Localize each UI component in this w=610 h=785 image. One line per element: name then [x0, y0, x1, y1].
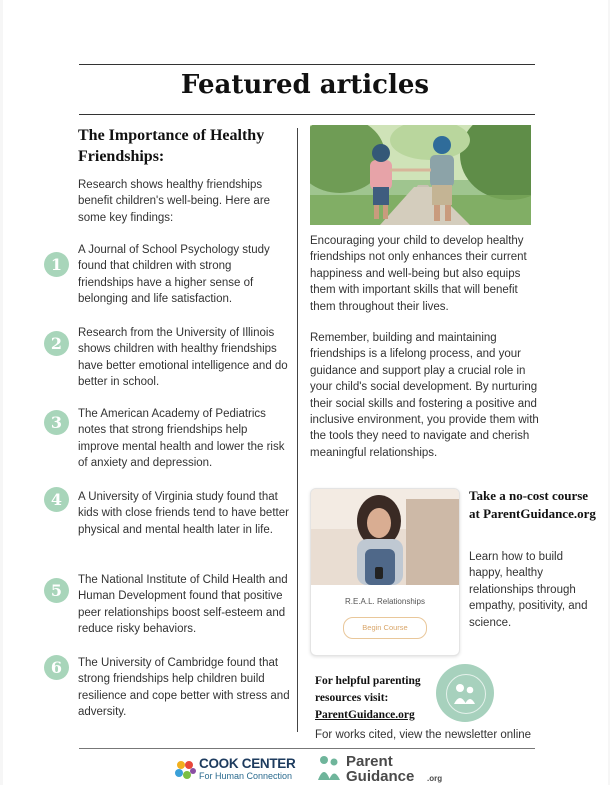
- resources-text: For helpful parenting resources visit:: [315, 675, 421, 704]
- finding-6: The University of Cambridge found that strong friendships help children build resilience and cope better with stress and adversity.: [78, 657, 290, 719]
- top-rule: [79, 64, 535, 65]
- finding-2: Research from the University of Illinois shows children with healthy friendships have better emotional intelligence and do better in school.: [78, 327, 288, 389]
- children-walking-photo: [310, 125, 531, 225]
- works-cited-note: For works cited, view the newsletter online: [315, 729, 532, 741]
- course-card[interactable]: [310, 488, 460, 656]
- resources-link[interactable]: ParentGuidance.org: [315, 709, 415, 721]
- resources-callout: [315, 673, 440, 724]
- finding-5: The National Institute of Child Health and Human Development found that positive peer relationships boost self-esteem and reduce risky behaviors.: [78, 574, 288, 636]
- number-badge-4: 4: [44, 487, 69, 512]
- number-badge-3: 3: [44, 410, 69, 435]
- number-badge-6: 6: [44, 655, 69, 680]
- parent-guidance-suffix: .org: [427, 774, 443, 783]
- cook-center-tagline: For Human Connection: [199, 771, 293, 781]
- intro-text: Research shows healthy friendships benefit children's well-being. Here are some key findings:: [78, 179, 271, 224]
- footer-rule: [79, 748, 535, 749]
- finding-4: A University of Virginia study found that kids with close friends tend to have better physical and mental health later in life.: [78, 491, 289, 536]
- course-description: Learn how to build happy, healthy relationships through empathy, positivity, and science.: [469, 551, 588, 629]
- page-title: Featured articles: [180, 70, 430, 100]
- finding-1: A Journal of School Psychology study found that children with strong friendships have a higher sense of belonging and life satisfaction.: [78, 244, 270, 306]
- guidance-paragraph: Remember, building and maintaining friendships is a lifelong process, and your guidance and support play a crucial role in your child's social development. By nurturing their social skills and fostering a positive and inclusive environment, you provide them with the tools they need to navigate and cherish meaningful relationships.: [310, 332, 539, 459]
- parent-guidance-word2: Guidance: [346, 768, 415, 785]
- article-heading: The Importance of Healthy Friendships:: [78, 127, 265, 165]
- number-badge-5: 5: [44, 578, 69, 603]
- finding-3: The American Academy of Pediatrics notes that strong friendships help improve mental health and lower the risk of anxiety and depression.: [78, 408, 285, 470]
- number-badge-2: 2: [44, 331, 69, 356]
- encouragement-paragraph: Encouraging your child to develop healthy friendships not only enhances their current happiness and well-being but also equips them with important skills that will benefit them throughout their lives.: [310, 235, 527, 313]
- number-badge-1: 1: [44, 252, 69, 277]
- course-heading: Take a no-cost course at ParentGuidance.org: [469, 488, 596, 521]
- parent-guidance-word1: Parent: [346, 753, 393, 770]
- column-divider: [297, 128, 298, 732]
- title-rule: [79, 114, 535, 115]
- girl-on-phone-photo: [311, 489, 459, 585]
- cook-center-name: COOK CENTER: [199, 756, 296, 771]
- parent-guidance-seal: [436, 664, 494, 722]
- begin-course-button[interactable]: Begin Course: [343, 617, 427, 639]
- course-card-label: R.E.A.L. Relationships: [344, 597, 426, 606]
